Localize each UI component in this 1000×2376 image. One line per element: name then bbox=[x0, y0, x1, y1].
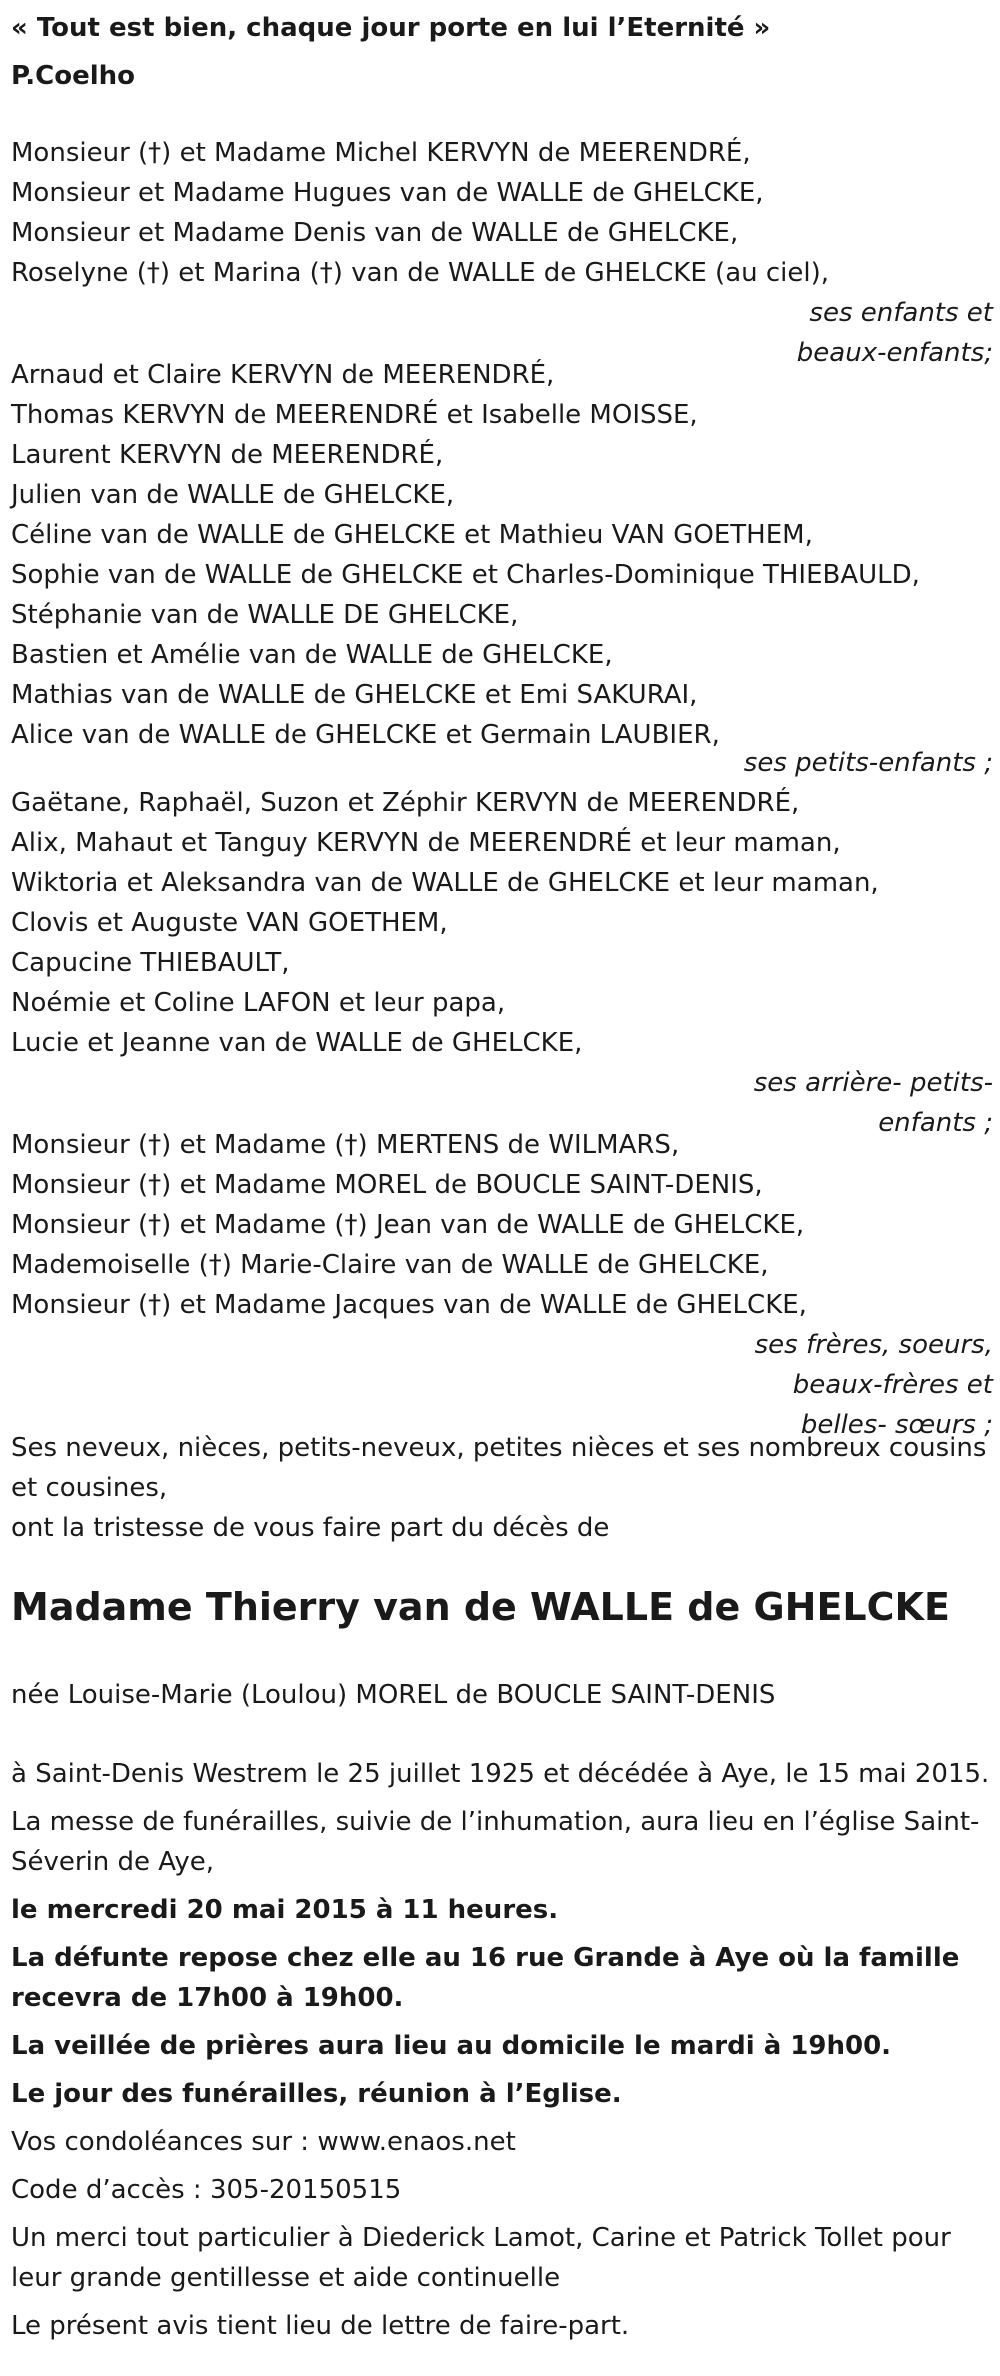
family-line: Monsieur et Madame Denis van de WALLE de GHELCKE, bbox=[11, 218, 739, 248]
vigil-text: La veillée de prières aura lieu au domicile le mardi à 19h00. bbox=[11, 2031, 892, 2061]
family-line: Monsieur (†) et Madame (†) MERTENS de WILMARS, bbox=[11, 1130, 680, 1160]
family-group-great-grandchildren bbox=[11, 783, 993, 1143]
family-line: Bastien et Amélie van de WALLE de GHELCKE, bbox=[11, 640, 613, 670]
family-line: Monsieur (†) et Madame Michel KERVYN de MEERENDRÉ, bbox=[11, 138, 751, 168]
announcement-text: ont la tristesse de vous faire part du décès de bbox=[11, 1513, 610, 1543]
family-line: Monsieur (†) et Madame Jacques van de WALLE de GHELCKE, bbox=[11, 1290, 807, 1320]
mass-text: La messe de funérailles, suivie de l’inhumation, aura lieu en l’église Saint- bbox=[11, 1807, 980, 1837]
relation-label: beaux-frères et bbox=[792, 1370, 993, 1400]
rest-text: recevra de 17h00 à 19h00. bbox=[11, 1983, 404, 2013]
deceased-name: Madame Thierry van de WALLE de GHELCKE bbox=[11, 1585, 950, 1629]
meeting-text: Le jour des funérailles, réunion à l’Eglise. bbox=[11, 2079, 622, 2109]
family-line: Mademoiselle (†) Marie-Claire van de WALLE de GHELCKE, bbox=[11, 1250, 769, 1280]
family-line: Julien van de WALLE de GHELCKE, bbox=[11, 480, 455, 510]
family-line: Wiktoria et Aleksandra van de WALLE de GHELCKE et leur maman, bbox=[11, 868, 879, 898]
thanks-text: leur grande gentillesse et aide continuelle bbox=[11, 2263, 561, 2293]
closing-text: Le présent avis tient lieu de lettre de faire-part. bbox=[11, 2311, 630, 2341]
relation-label: ses arrière- petits- bbox=[753, 1068, 993, 1098]
family-group-siblings bbox=[11, 1125, 993, 1445]
family-line: Lucie et Jeanne van de WALLE de GHELCKE, bbox=[11, 1028, 583, 1058]
quote: « Tout est bien, chaque jour porte en lui l’Eternité » bbox=[11, 13, 771, 43]
thanks-text: Un merci tout particulier à Diederick Lamot, Carine et Patrick Tollet pour bbox=[11, 2223, 951, 2253]
rest-text: La défunte repose chez elle au 16 rue Grande à Aye où la famille bbox=[11, 1943, 960, 1973]
relation-label: enfants ; bbox=[878, 1108, 993, 1138]
family-line: Laurent KERVYN de MEERENDRÉ, bbox=[11, 440, 444, 470]
dates-text: à Saint-Denis Westrem le 25 juillet 1925 et décédée à Aye, le 15 mai 2015. bbox=[11, 1759, 990, 1789]
family-line: Arnaud et Claire KERVYN de MEERENDRÉ, bbox=[11, 360, 555, 390]
family-line: Sophie van de WALLE de GHELCKE et Charles-Dominique THIEBAULD, bbox=[11, 560, 920, 590]
family-line: Alice van de WALLE de GHELCKE et Germain LAUBIER, bbox=[11, 720, 720, 750]
family-line: Clovis et Auguste VAN GOETHEM, bbox=[11, 908, 448, 938]
quote-author: P.Coelho bbox=[11, 61, 136, 91]
relation-label: belles- sœurs ; bbox=[800, 1410, 993, 1440]
family-line: Céline van de WALLE de GHELCKE et Mathieu VAN GOETHEM, bbox=[11, 520, 813, 550]
family-line: Monsieur et Madame Hugues van de WALLE de GHELCKE, bbox=[11, 178, 764, 208]
family-group-children bbox=[11, 133, 993, 373]
family-line: Stéphanie van de WALLE DE GHELCKE, bbox=[11, 600, 519, 630]
birth-name-text: née Louise-Marie (Loulou) MOREL de BOUCLE SAINT-DENIS bbox=[11, 1680, 776, 1710]
relation-label: ses petits-enfants ; bbox=[743, 748, 993, 778]
family-line: Mathias van de WALLE de GHELCKE et Emi SAKURAI, bbox=[11, 680, 698, 710]
family-line: Alix, Mahaut et Tanguy KERVYN de MEERENDRÉ et leur maman, bbox=[11, 828, 841, 858]
details-section bbox=[11, 1754, 993, 2346]
relation-label: beaux-enfants; bbox=[796, 338, 993, 368]
family-line: Monsieur (†) et Madame MOREL de BOUCLE SAINT-DENIS, bbox=[11, 1170, 763, 1200]
relation-label: ses frères, soeurs, bbox=[754, 1330, 993, 1360]
family-line: Ses neveux, nièces, petits-neveux, petites nièces et ses nombreux cousins bbox=[11, 1433, 987, 1463]
extended-family bbox=[11, 1428, 993, 1548]
birth-name bbox=[11, 1675, 993, 1715]
family-line: Monsieur (†) et Madame (†) Jean van de WALLE de GHELCKE, bbox=[11, 1210, 805, 1240]
relation-label: ses enfants et bbox=[809, 298, 993, 328]
family-line: et cousines, bbox=[11, 1473, 168, 1503]
access-code: Code d’accès : 305-20150515 bbox=[11, 2175, 402, 2205]
family-line: Capucine THIEBAULT, bbox=[11, 948, 290, 978]
family-line: Gaëtane, Raphaël, Suzon et Zéphir KERVYN de MEERENDRÉ, bbox=[11, 788, 800, 818]
family-line: Noémie et Coline LAFON et leur papa, bbox=[11, 988, 506, 1018]
family-group-grandchildren bbox=[11, 355, 993, 755]
family-line: Thomas KERVYN de MEERENDRÉ et Isabelle MOISSE, bbox=[11, 400, 698, 430]
mass-date: le mercredi 20 mai 2015 à 11 heures. bbox=[11, 1895, 559, 1925]
family-line: Roselyne (†) et Marina (†) van de WALLE de GHELCKE (au ciel), bbox=[11, 258, 830, 288]
mass-text: Séverin de Aye, bbox=[11, 1847, 214, 1877]
condolences-text: Vos condoléances sur : www.enaos.net bbox=[11, 2127, 516, 2157]
